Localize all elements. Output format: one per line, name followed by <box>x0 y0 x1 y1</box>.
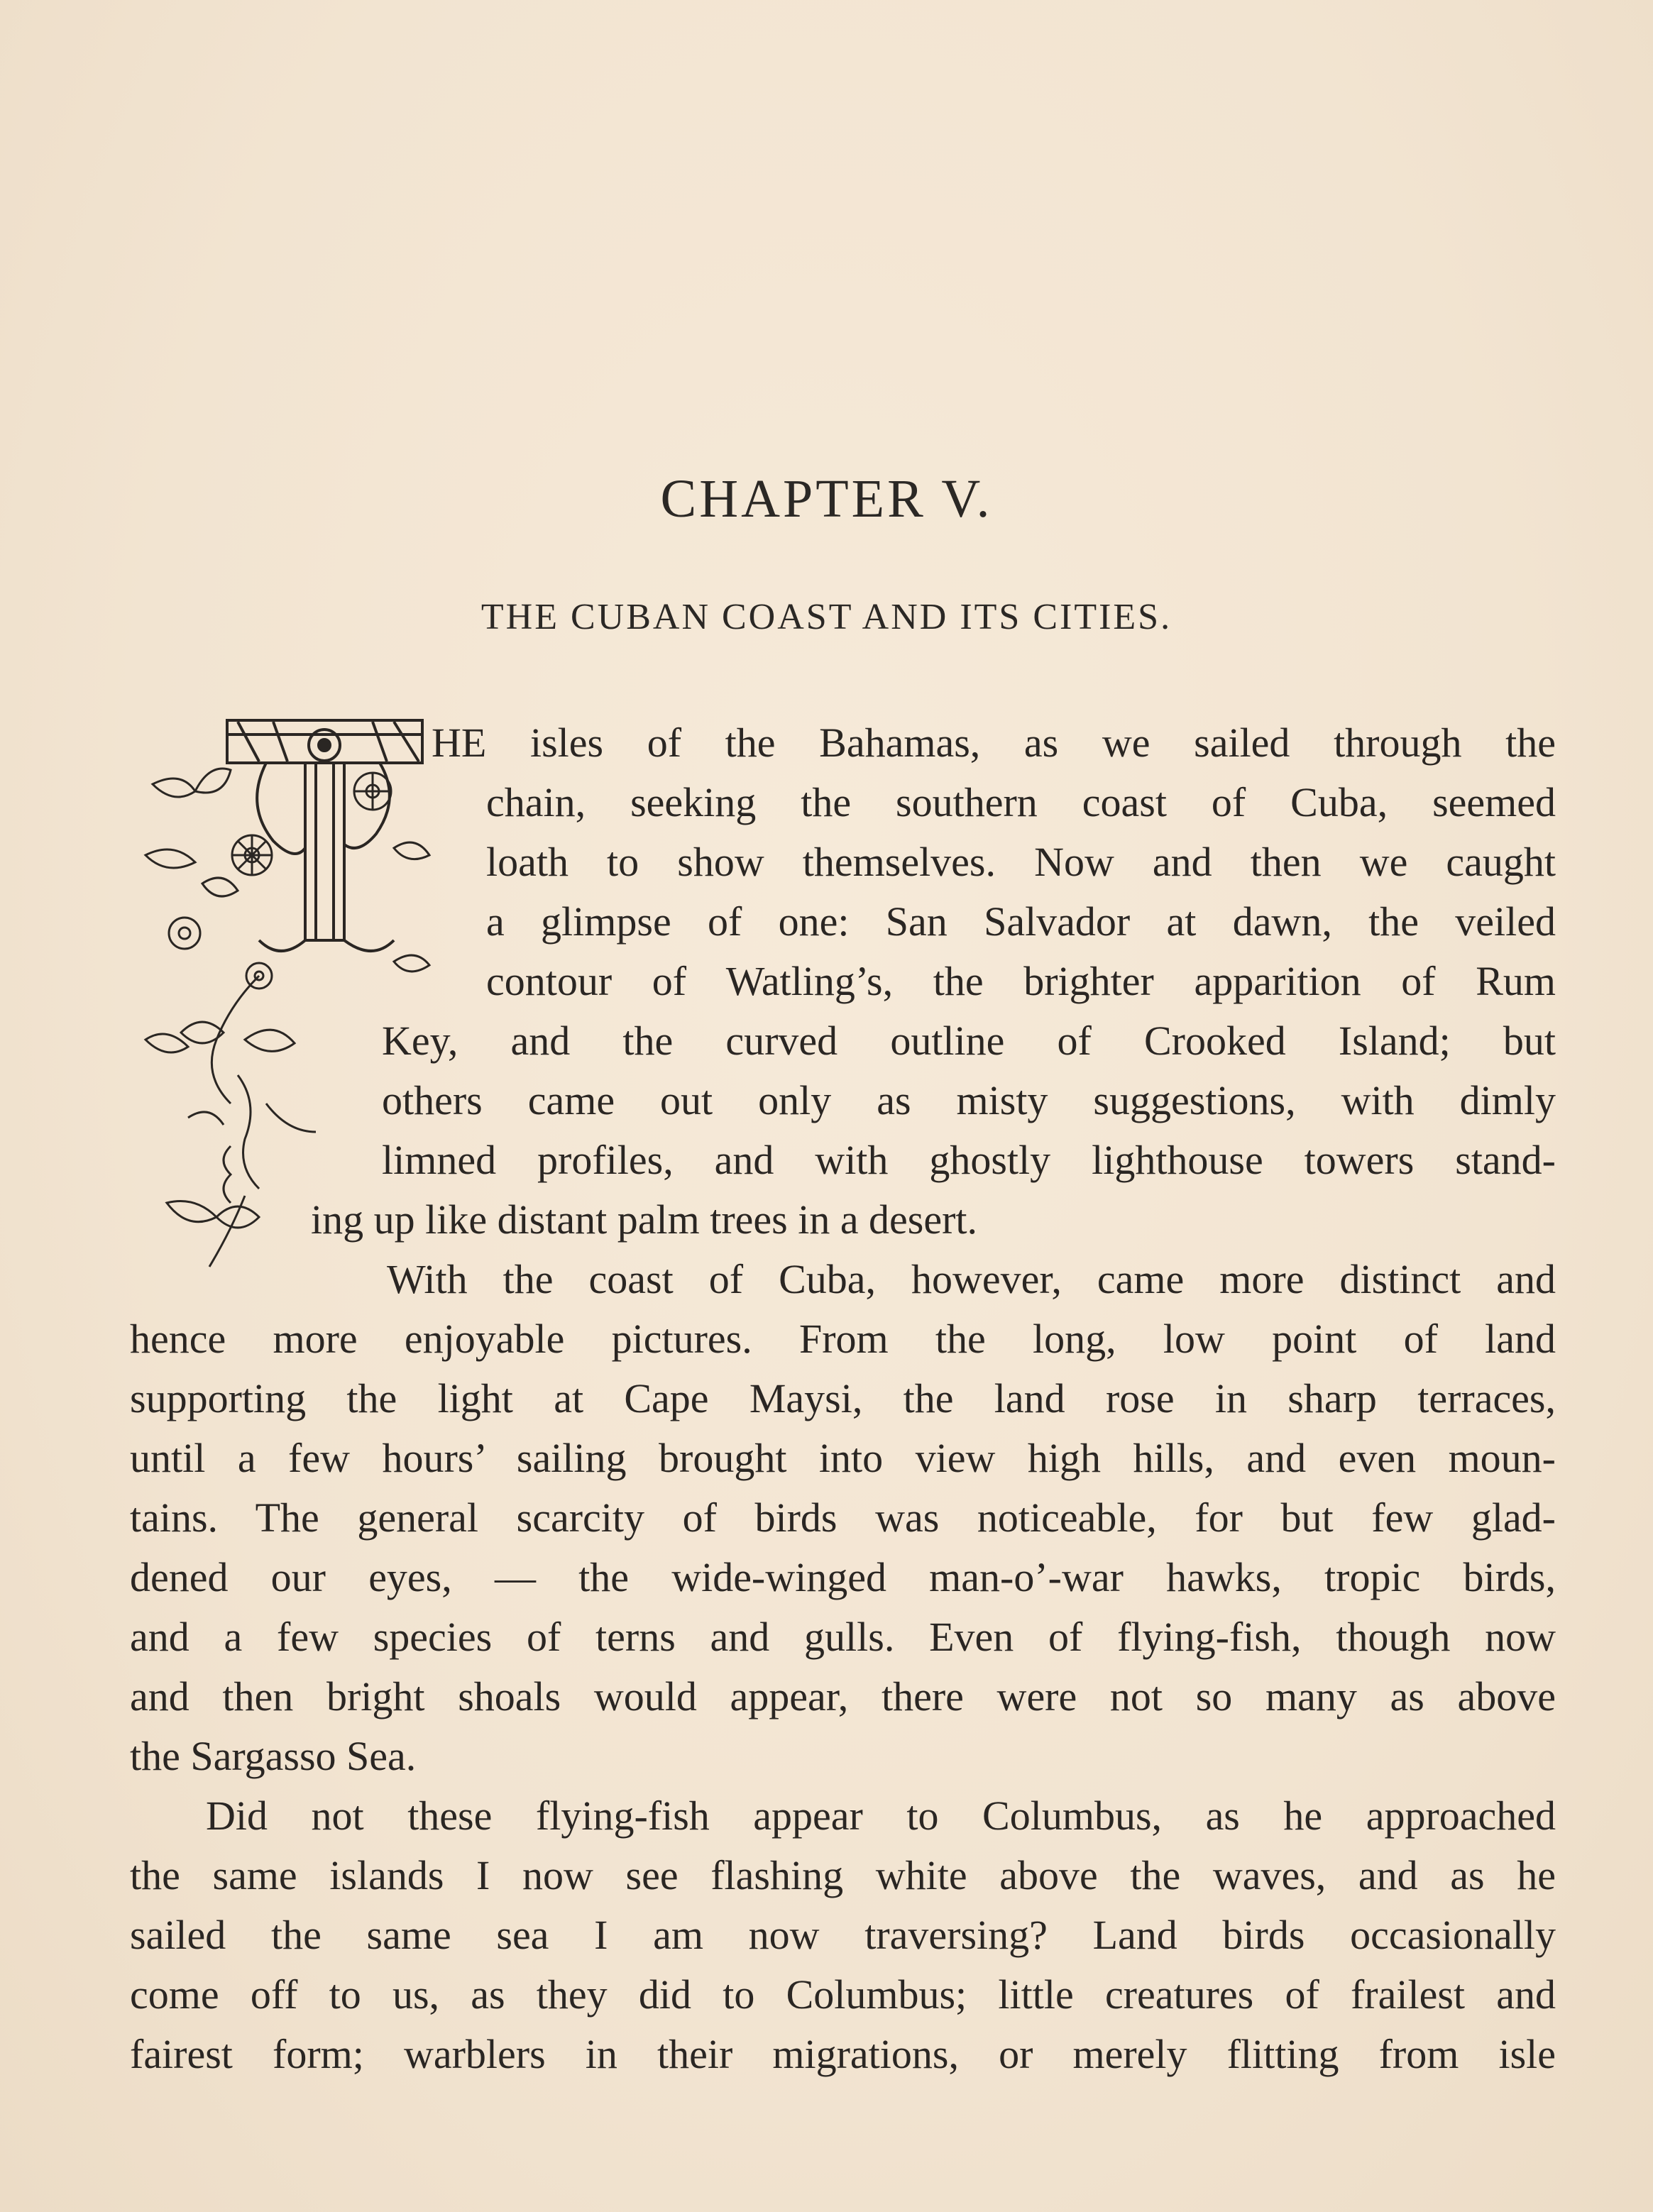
text-line: dened our eyes, — the wide-winged man-o’-war hawks, tropic birds, <box>130 1554 1556 1600</box>
text-line: contour of Watling’s, the brighter apparition of Rum <box>486 958 1556 1004</box>
text-line: sailed the same sea I am now traversing? Land birds occasionally <box>130 1912 1556 1958</box>
text-line: and then bright shoals would appear, there were not so many as above <box>130 1673 1556 1719</box>
text-line: limned profiles, and with ghostly lighthouse towers stand- <box>382 1137 1556 1183</box>
text-line: With the coast of Cuba, however, came more distinct and <box>387 1256 1556 1302</box>
text-line: HE isles of the Bahamas, as we sailed through the <box>432 720 1556 766</box>
text-line: the same islands I now see flashing white above the waves, and as he <box>130 1852 1556 1898</box>
text-line: a glimpse of one: San Salvador at dawn, the veiled <box>486 898 1556 945</box>
chapter-title: THE CUBAN COAST AND ITS CITIES. <box>480 597 1173 637</box>
chapter-heading: CHAPTER V. <box>660 469 993 529</box>
text-line: fairest form; warblers in their migrations, or merely flitting from isle <box>130 2031 1556 2077</box>
text-line: others came out only as misty suggestions, with dimly <box>382 1077 1556 1123</box>
text-line: come off to us, as they did to Columbus; little creatures of frailest and <box>130 1971 1556 2018</box>
text-line: the Sargasso Sea. <box>130 1733 417 1779</box>
text-line: tains. The general scarcity of birds was noticeable, for but few glad- <box>130 1495 1556 1541</box>
text-line: loath to show themselves. Now and then we caught <box>486 839 1556 885</box>
text-line: supporting the light at Cape Maysi, the land rose in sharp terraces, <box>130 1375 1556 1421</box>
text-line: until a few hours’ sailing brought into view high hills, and even moun- <box>130 1435 1556 1481</box>
text-line: Did not these flying-fish appear to Columbus, as he approached <box>206 1793 1556 1839</box>
text-line: chain, seeking the southern coast of Cuba, seemed <box>486 779 1556 825</box>
text-line: ing up like distant palm trees in a desert. <box>311 1196 978 1243</box>
text-line: Key, and the curved outline of Crooked Island; but <box>382 1018 1556 1064</box>
text-line: hence more enjoyable pictures. From the long, low point of land <box>130 1316 1556 1362</box>
text-line: and a few species of terns and gulls. Even of flying-fish, though now <box>130 1614 1556 1660</box>
